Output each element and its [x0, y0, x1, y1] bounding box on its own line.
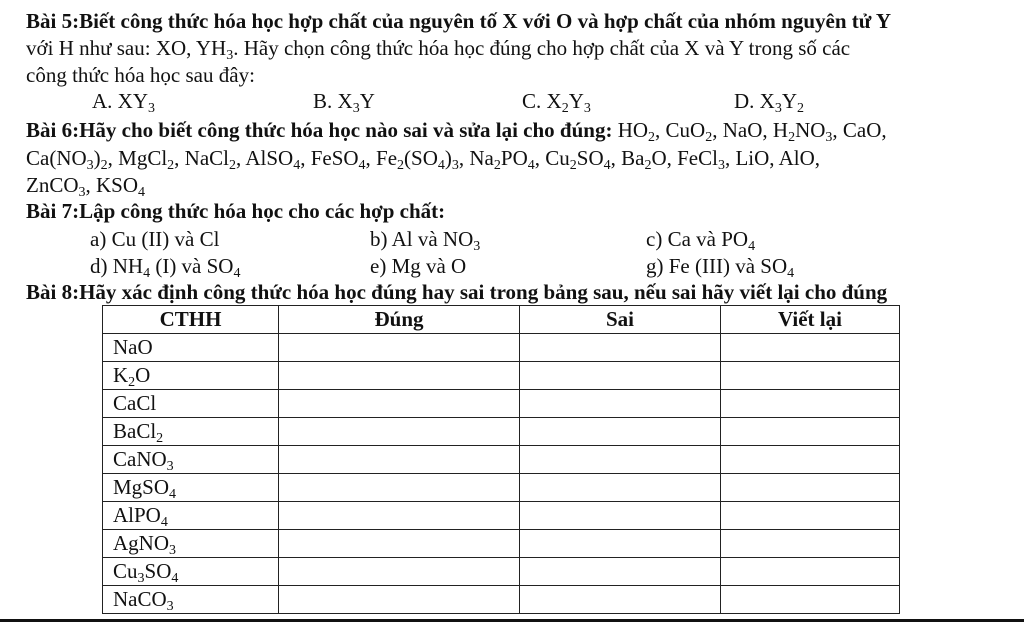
- bai5-line2-text: với H như sau: XO, YH: [26, 36, 227, 60]
- cell-viet-lai: [721, 474, 900, 502]
- cell-sai: [520, 474, 721, 502]
- cell-cthh: $K_2O$: [103, 362, 279, 390]
- cell-dung: [279, 418, 520, 446]
- cell-sai: [520, 530, 721, 558]
- table-header-row: [103, 306, 900, 334]
- cell-sai: [520, 586, 721, 614]
- bai8-intro: Hãy xác định công thức hóa học đúng hay sai trong bảng sau, nếu sai hãy viết lại cho đúng: [79, 280, 888, 304]
- bai6-formulas-2: $Ca(NO_3)_2$, MgCl$_2$, NaCl$_2$, AlSO$_4$, FeSO$_4$, $Fe_2(SO_4)_3$, $Na_2PO_4$, $Cu_2SO_4$, $Ba_2O$, FeCl$_3$, LiO, AlO,: [26, 146, 821, 173]
- table-row: [103, 586, 900, 614]
- cell-sai: [520, 418, 721, 446]
- cell-sai: [520, 362, 721, 390]
- cell-viet-lai: [721, 530, 900, 558]
- cell-cthh: $Cu_3SO_4$: [103, 558, 279, 586]
- bai5-question-text: Biết công thức hóa học hợp chất của nguyên tố X với O và hợp chất của nhóm nguyên tử Y: [79, 9, 891, 33]
- bai6-intro: Hãy cho biết công thức hóa học nào sai và sửa lại cho đúng:: [79, 118, 618, 142]
- table-row: [103, 558, 900, 586]
- cell-sai: [520, 502, 721, 530]
- bai8-title: Bài 8:: [26, 280, 80, 304]
- bai5-line2-sub: 3: [226, 48, 234, 63]
- bai7-item-b: b) Al và $NO_3$: [370, 227, 481, 254]
- cell-viet-lai: [721, 586, 900, 614]
- bai6-title: Bài 6:: [26, 118, 80, 142]
- bai8-line1: [26, 279, 887, 305]
- bai7-line1: [26, 198, 445, 224]
- bai5-title: Bài 5:: [26, 9, 80, 33]
- table-row: [103, 474, 900, 502]
- cell-sai: [520, 558, 721, 586]
- table-row: [103, 530, 900, 558]
- bai5-line1: [26, 8, 891, 34]
- cell-sai: [520, 334, 721, 362]
- cell-cthh: AlPO$_4$: [103, 502, 279, 530]
- cell-viet-lai: [721, 418, 900, 446]
- bai7-item-a: a) Cu (II) và Cl: [90, 227, 220, 251]
- cell-dung: [279, 334, 520, 362]
- cell-viet-lai: [721, 334, 900, 362]
- bai6-formulas-1: $HO_2$, CuO$_2$, NaO, $H_2NO_3$, CaO,: [617, 118, 887, 145]
- table-row: [103, 446, 900, 474]
- cell-sai: [520, 390, 721, 418]
- header-viet-lai: Viết lại: [721, 306, 900, 334]
- cell-cthh: NaCO$_3$: [103, 586, 279, 614]
- cell-viet-lai: [721, 558, 900, 586]
- header-sai: Sai: [520, 306, 721, 334]
- cell-cthh: MgSO$_4$: [103, 474, 279, 502]
- bai7-intro: Lập công thức hóa học cho các hợp chất:: [79, 199, 446, 223]
- bai7-item-d: d) $NH_4$ (I) và $SO_4$: [90, 254, 241, 281]
- cell-dung: [279, 502, 520, 530]
- table-body: [103, 334, 900, 614]
- table-row: [103, 334, 900, 362]
- cell-viet-lai: [721, 390, 900, 418]
- cell-sai: [520, 446, 721, 474]
- bai7-item-c: c) Ca và $PO_4$: [646, 227, 756, 254]
- cell-dung: [279, 558, 520, 586]
- cell-dung: [279, 362, 520, 390]
- bai5-option-a: A. $XY_3$: [92, 89, 156, 116]
- bai7-item-g: g) Fe (III) và $SO_4$: [646, 254, 795, 281]
- bai5-line2: [26, 35, 850, 61]
- cell-cthh: AgNO$_3$: [103, 530, 279, 558]
- table-row: [103, 502, 900, 530]
- bai5-line3: công thức hóa học sau đây:: [26, 63, 255, 87]
- cell-dung: [279, 530, 520, 558]
- cell-viet-lai: [721, 502, 900, 530]
- table-row: [103, 390, 900, 418]
- header-cthh: CTHH: [103, 306, 279, 334]
- cell-dung: [279, 586, 520, 614]
- bai8-table: [102, 305, 900, 614]
- bai5-line2-post: . Hãy chọn công thức hóa học đúng cho hợp chất của X và Y trong số các: [233, 36, 851, 60]
- cell-cthh: CaNO$_3$: [103, 446, 279, 474]
- bai7-item-e: e) Mg và O: [370, 254, 467, 278]
- table-row: [103, 418, 900, 446]
- cell-dung: [279, 474, 520, 502]
- bai6-formulas-3: ZnCO$_3$, $KSO_4$: [26, 173, 146, 200]
- cell-dung: [279, 446, 520, 474]
- cell-dung: [279, 390, 520, 418]
- cell-viet-lai: [721, 446, 900, 474]
- bai5-option-d: D. $X_3Y_2$: [734, 89, 805, 116]
- cell-cthh: CaCl: [103, 390, 279, 418]
- bai5-option-b: B. $X_3Y$: [313, 89, 375, 116]
- cell-cthh: NaO: [103, 334, 279, 362]
- cell-viet-lai: [721, 362, 900, 390]
- bai5-option-c: C. $X_2Y_3$: [522, 89, 591, 116]
- cell-cthh: BaCl$_2$: [103, 418, 279, 446]
- table-row: [103, 362, 900, 390]
- bai7-title: Bài 7:: [26, 199, 80, 223]
- bai6-line1: [26, 117, 887, 143]
- header-dung: Đúng: [279, 306, 520, 334]
